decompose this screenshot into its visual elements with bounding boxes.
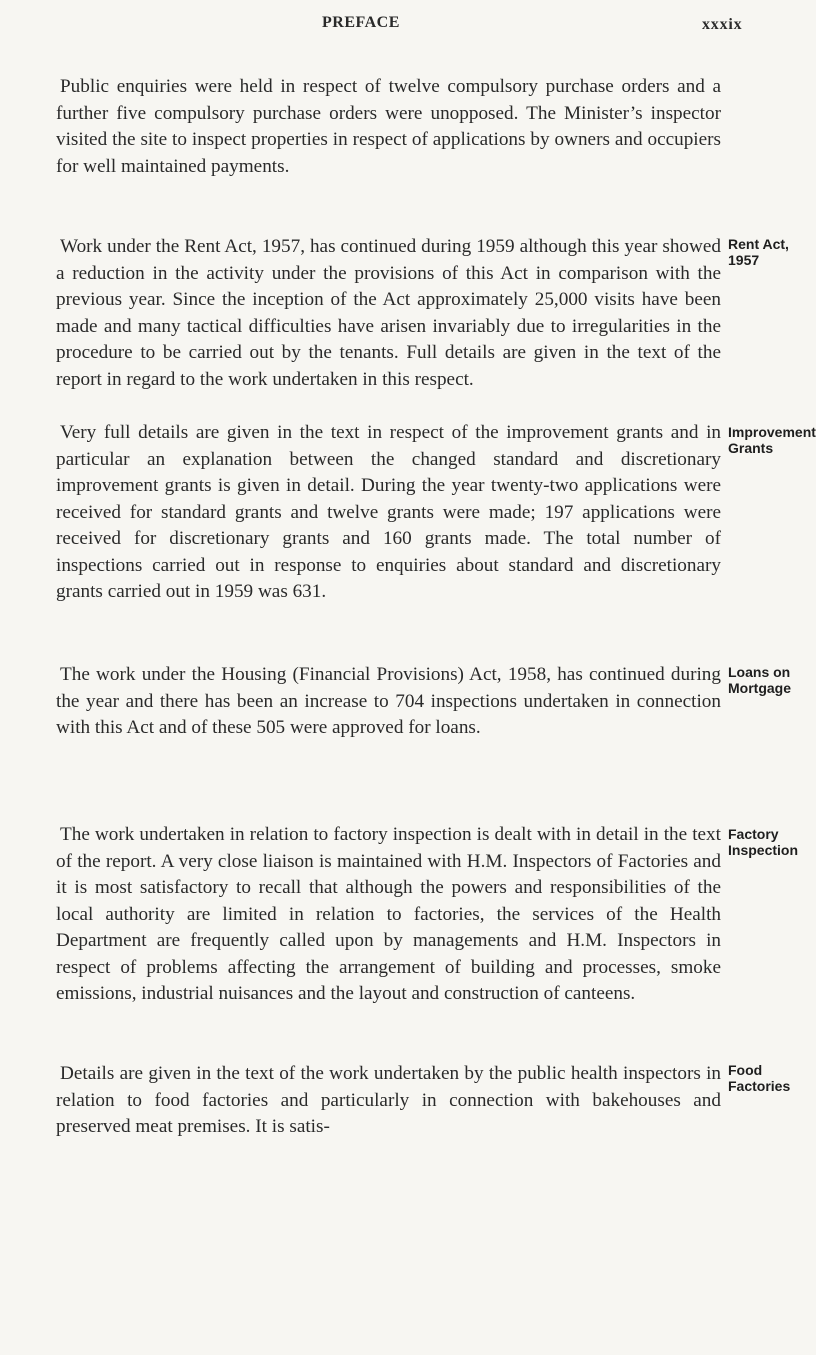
paragraph-factory-inspection: The work undertaken in relation to factory inspection is dealt with in detail in the text of the report. A very close liaison is maintained with H.M. Inspectors of Factories and it is most satisfactory to recall that although the powers and responsibilities of the local authority are limited in relation to factories, the services of the Health Department are frequently called upon by managements and H.M. Inspectors in respect of problems affecting the arrangement of building and processes, smoke emissions, industrial nuisances and the layout and construction of canteens. bbox=[56, 824, 721, 1004]
paragraph-food-factories: Details are given in the text of the work undertaken by the public health inspectors in relation to food factories and particularly in connection with bakehouses and preserved meat premises. It is satis- bbox=[56, 1063, 721, 1137]
paragraph-rent-act: Work under the Rent Act, 1957, has continued during 1959 although this year showed a reduction in the activity under the provisions of this Act in comparison with the previous year. Since the inception of the Act approximately 25,000 visits have been made and many tactical difficulties have arisen invariably due to irregularities in the procedure to be carried out by the tenants. Full details are given in the text of the report in regard to the work undertaken in this respect. bbox=[56, 236, 721, 390]
sidenote-improvement-grants: Improvement Grants bbox=[728, 424, 816, 456]
sidenote-food-factories: Food Factories bbox=[728, 1062, 791, 1094]
running-head bbox=[0, 14, 800, 40]
paragraph-public-enquiries: Public enquiries were held in respect of twelve compulsory purchase orders and a further five compulsory purchase orders were unopposed. The Minister’s inspector visited the site to inspect properties in respect of applications by owners and occupiers for well maintained payments. bbox=[56, 76, 721, 177]
sidenote-factory-inspection: Factory Inspection bbox=[728, 826, 799, 858]
paragraph-loans-on-mortgage: The work under the Housing (Financial Provisions) Act, 1958, has continued during the year and there has been an increase to 704 inspections undertaken in connection with this Act and of these 505 were approved for loans. bbox=[56, 664, 721, 738]
page-number: xxxix bbox=[702, 16, 743, 33]
sidenote-loans-on-mortgage: Loans on Mortgage bbox=[728, 664, 791, 696]
sidenote-rent-act: Rent Act, 1957 bbox=[728, 236, 789, 268]
page-heading: PREFACE bbox=[322, 14, 400, 31]
paragraph-improvement-grants: Very full details are given in the text in respect of the improvement grants and in particular an explanation between the changed standard and discretionary improvement grants is given in detail. During the year twenty-two applications were received for standard grants and twelve grants were made; 197 applications were received for discretionary grants and 160 grants made. The total number of inspections carried out in response to enquiries about standard and discretionary grants carried out in 1959 was 631. bbox=[56, 422, 721, 602]
